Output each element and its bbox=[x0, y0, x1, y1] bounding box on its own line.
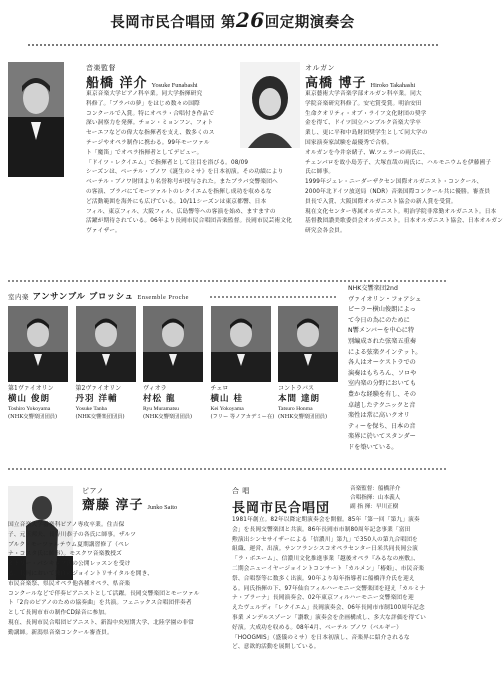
choir-bio-line: 好演。大成功を収める。08年4月、ベーテル ブノワ（ベルギー） bbox=[232, 624, 403, 631]
section-divider-1 bbox=[8, 280, 448, 282]
takahashi-bio-line: 国家演奏家試験を最優秀で合格。 bbox=[305, 139, 393, 146]
takahashi-bio-line: 1999年ジェレ・ニーダーザクセン国際オルガニスト・コンクール、 bbox=[305, 179, 483, 186]
ensemble-description-line: ヴァイオリン・フォアシュ bbox=[348, 295, 422, 303]
funabashi-name bbox=[86, 72, 198, 91]
saito-bio-line: として長岡市市の制作CD録音に参加。 bbox=[8, 610, 111, 617]
saito-bio-line: 現在、長岡市民合唱団ピアニスト、新潟中央短期大学、北陸学園の非常 bbox=[8, 619, 195, 626]
saito-romaji: Junko Saito bbox=[147, 504, 178, 511]
funabashi-bio-line: 深い洞察力を発揮。チョン・ミョンフン、フォト bbox=[86, 120, 214, 127]
saito-bio-line: 子、元玉邦夫、長谷川恭子の各氏に師事。ザルツ bbox=[8, 531, 137, 538]
ensemble-label: 室内楽 bbox=[8, 293, 29, 301]
takahashi-bio-line: 生命クオリティ・オブ・ライフ文化財団の奨学 bbox=[305, 110, 427, 117]
choir-bio-line: 会」を長岡交響楽団と共演。86年長岡市市制80周年記念事業「富田 bbox=[232, 526, 411, 533]
saito-bio-line: コンクールなどで伴奏ピアニストとして活躍。長岡交響楽団とモーツァル bbox=[8, 590, 200, 597]
member-name: 本間 達朗 bbox=[278, 393, 320, 404]
member-romaji: Yosuke Tanba bbox=[75, 405, 107, 412]
saito-bio-line: 勤講師。新潟県音楽コンクール審査員。 bbox=[8, 629, 113, 636]
saito-bio-line: 国立音楽大学器楽科ピアノ専攻卒業。住吉保 bbox=[8, 522, 125, 528]
ensemble-member-caption bbox=[211, 385, 275, 421]
choir-credit-line: 音楽監督：船橋洋介 bbox=[350, 486, 401, 492]
ensemble-description-line: NHK交響楽団2nd bbox=[348, 285, 398, 292]
choir-bio-line: る。同氏指揮の下、97年仙台フィルハーモニー交響楽団を迎え「カルミナ bbox=[232, 585, 426, 592]
saito-name-jp: 齋藤 淳子 bbox=[82, 498, 144, 513]
choir-bio-line: 「ラ・ボエーム」、信濃川文化推進事業「越後オペラ『みるなの座敷』、 bbox=[232, 556, 419, 563]
funabashi-romaji: Yosuke Funabashi bbox=[151, 82, 198, 89]
saito-bio bbox=[8, 521, 200, 639]
takahashi-role: オルガン bbox=[305, 64, 335, 72]
ensemble-member-caption bbox=[8, 385, 57, 421]
member-romaji: Tatsuro Honma bbox=[278, 405, 313, 412]
funabashi-bio-line: の客演、ブラバにてモーツァルトのレクイエムを指揮し成功を収めるな bbox=[86, 188, 272, 195]
ensemble-member-caption bbox=[278, 385, 327, 421]
ensemble-description-line: 別編成された弦楽五重奏 bbox=[348, 337, 417, 345]
member-part: チェロ bbox=[210, 385, 229, 392]
ensemble-description-line: 各人はオーケストラでの bbox=[348, 359, 416, 367]
takahashi-bio-line: 金を得て、ドイツ国立ハンブルク音楽大学卒 bbox=[305, 120, 422, 127]
page-title bbox=[0, 8, 465, 32]
takahashi-bio-line: オルガンを今井奈緒子、W.ツェラーの両氏に、 bbox=[305, 149, 429, 156]
saito-role: ピアノ bbox=[82, 487, 104, 495]
funabashi-bio-line: ト「魔笛」でオペラ指揮者としてデビュー。 bbox=[86, 149, 203, 156]
takahashi-photo bbox=[240, 62, 300, 148]
choir-bio-line: 事業 メンデルスゾーン「讃歌」演奏会を企画構成し、多大な評価を得てい bbox=[232, 614, 427, 621]
saito-bio-line: る。長岡において独自のジョイントリサイタルを開き、 bbox=[8, 570, 154, 577]
funabashi-bio-line: フィル、東京フィル、大阪フィル、広島響等への客演を始め、ますますの bbox=[86, 208, 276, 215]
ensemble-member-photo bbox=[8, 306, 68, 382]
choir-bio-line: 組織、運営、出演。サンフランシスコオペラセンター日米共同長岡公演 bbox=[232, 546, 418, 553]
choir-role: 合 唱 bbox=[232, 487, 250, 495]
ensemble-description-line: 卓越したテクニックと音 bbox=[348, 401, 416, 409]
choir-credit-line: 合唱指揮：山本義人 bbox=[350, 495, 401, 501]
ensemble-member-photo bbox=[278, 306, 338, 382]
ensemble-description-line: 室内楽の分野においても bbox=[348, 380, 417, 388]
ensemble-description-line: ピーラー横山俊朗によっ bbox=[348, 306, 416, 314]
takahashi-bio-line: 2000年北ドイツ放送局（NDR）音楽国際コンクール共に優勝。審査員 bbox=[305, 188, 491, 195]
takahashi-bio bbox=[305, 90, 503, 237]
choir-bio-line: 二期会ニューイヤージョイントコンサート「カルメン」「椿姫」、市民音楽 bbox=[232, 565, 425, 572]
funabashi-bio-line: セーエフなどの偉大な指揮者を支え、数多くのス bbox=[86, 130, 215, 137]
choir-bio bbox=[232, 516, 426, 653]
choir-name: 長岡市民合唱団 bbox=[232, 501, 331, 516]
takahashi-bio-line: 氏に師事。 bbox=[305, 169, 335, 176]
ensemble-romaji: Ensemble Proche bbox=[137, 294, 189, 301]
member-romaji: Toshiro Yokoyama bbox=[8, 405, 51, 412]
member-name: 丹羽 洋輔 bbox=[75, 393, 118, 404]
member-org: (フリー 等ノアカデミー在) bbox=[210, 413, 275, 420]
funabashi-bio-line: 「ドイツ・レクイエム」で指揮者として注目を浴びる。08/09 bbox=[86, 159, 249, 166]
title-prefix: 長岡市民合唱団 第 bbox=[110, 14, 236, 31]
takahashi-bio-line: 基督教団讃美歌委員会オルガニスト。日本オルガニスト協会、日本オルガン bbox=[305, 218, 503, 225]
funabashi-bio-line: ど活動範囲を海外にも広げている。10/11シーズンは東京都響、日本 bbox=[86, 198, 267, 205]
ensemble-description-line: ドを築いている。 bbox=[348, 443, 398, 451]
saito-bio-line: ミトリー・バシキロフ氏の公開レッスンを受け bbox=[8, 561, 131, 568]
takahashi-name bbox=[305, 72, 415, 91]
saito-name bbox=[82, 494, 177, 513]
ensemble-description bbox=[348, 284, 421, 454]
choir-bio-line: ナ・ブラーナ」長岡演奏会、02年東京フィルハーモニー交響楽団を迎 bbox=[232, 595, 414, 602]
funabashi-bio-line: ヴァイザー。 bbox=[86, 228, 121, 235]
choir-bio-line: 1981年創立。82年以降定期演奏会を開催。85年「第一回「第九」演奏 bbox=[232, 517, 420, 523]
choir-bio-line: 「HOOGMIS」（盛儀のミサ）を日本初演し、音楽界に紹介されるな bbox=[232, 634, 410, 641]
title-number: 26 bbox=[235, 8, 265, 32]
funabashi-bio-line: 活躍が期待されている。06年より長岡市民合唱団音楽監督。長岡市民芸術文化 bbox=[86, 218, 293, 225]
member-part: 第1ヴァイオリン bbox=[8, 385, 54, 392]
choir-credit-line: 副 指 揮：早川正樹 bbox=[350, 504, 399, 510]
funabashi-photo bbox=[8, 62, 64, 177]
takahashi-bio-line: 学院音楽研究科修了。安宅賞受賞。明治安田 bbox=[305, 100, 422, 107]
member-org: (NHK交響楽団団員) bbox=[278, 413, 328, 420]
funabashi-bio-line: テージやオペラ制作に携わる。99年モーツァル bbox=[86, 139, 210, 146]
ensemble-description-line: による弦楽クインテット。 bbox=[348, 348, 422, 356]
funabashi-role: 音楽監督 bbox=[86, 64, 116, 72]
member-name: 横山 桂 bbox=[210, 393, 243, 404]
member-part: ヴィオラ bbox=[143, 385, 167, 392]
member-part: コントラバス bbox=[278, 385, 315, 392]
takahashi-bio-line: 東京藝術大学音楽学部オルガン科卒業。同大 bbox=[305, 91, 422, 97]
member-org: (NHK交響楽団団員) bbox=[75, 413, 125, 420]
funabashi-bio-line: 東京音楽大学ピアノ科卒業。同大学指揮研究 bbox=[86, 91, 203, 97]
section-divider-2 bbox=[8, 468, 448, 470]
member-romaji: Kei Yokoyama bbox=[210, 405, 244, 412]
choir-bio-line: ど、意欲的活動を展開している。 bbox=[232, 644, 320, 651]
funabashi-bio-line: ベーテル・ブノワ財団より名誉称号が授与された。またブラバ交響楽団へ bbox=[86, 179, 278, 186]
ensemble-member-caption bbox=[143, 385, 192, 421]
title-divider bbox=[28, 44, 438, 46]
funabashi-bio-line: 科修了。「ブラバの夢」をはじめ数々の国際 bbox=[86, 100, 200, 107]
ensemble-member-photo bbox=[211, 306, 271, 382]
ensemble-description-line: 演奏はもちろん、ソロや bbox=[348, 369, 417, 377]
ensemble-member-photo bbox=[76, 306, 136, 382]
ensemble-description-line: ティーを保ち、日本の音 bbox=[348, 422, 416, 430]
ensemble-description-line: て今日の為にのために bbox=[348, 316, 410, 324]
member-name: 村松 龍 bbox=[143, 393, 176, 404]
takahashi-bio-line: チェンバロを故小島芳子、大塚直哉の両氏に、ハルモニウムを伊藤國子 bbox=[305, 159, 492, 166]
ensemble-description-line: 楽界に於いてスタンダー bbox=[348, 433, 416, 441]
member-org: (NHK交響楽団団員) bbox=[8, 413, 58, 420]
ensemble-name: アンサンブル ブロッシュ bbox=[32, 292, 134, 302]
takahashi-romaji: Hiroko Takahashi bbox=[370, 82, 416, 89]
saito-bio-line: ナ・コスタ氏に師事）。モスクワ音楽教授ズ bbox=[8, 551, 122, 558]
ensemble-member-photo bbox=[143, 306, 203, 382]
ensemble-description-line: 楽性は常に高いクオリ bbox=[348, 412, 410, 420]
member-part: 第2ヴァイオリン bbox=[75, 385, 122, 392]
funabashi-name-jp: 船橋 洋介 bbox=[86, 76, 148, 91]
member-name: 横山 俊朗 bbox=[8, 393, 50, 404]
funabashi-bio-line: コンクールで入賞。特にオペラ・合唱付き作品で bbox=[86, 110, 215, 117]
takahashi-bio-line: 現在文化センター専属オルガニスト。明治学院非常勤オルガニスト。日本 bbox=[305, 208, 497, 215]
ensemble-photos bbox=[8, 306, 338, 382]
takahashi-bio-line: 業し、更に平和中島財団奨学生として同大学の bbox=[305, 130, 428, 137]
choir-bio-line: えたヴェルディ「レクイエム」長岡演奏会、06年長岡市市制100周年記念 bbox=[232, 605, 425, 612]
ensemble-rule bbox=[210, 296, 338, 298]
ensemble-description-line: 豊かな経験を有し、その bbox=[348, 390, 417, 398]
member-org: (NHK交響楽団団員) bbox=[143, 413, 193, 420]
funabashi-bio-line: シーズンは、ベーテル・ブノワ《誕生のミサ》を日本初演。その功績により bbox=[86, 169, 284, 176]
takahashi-name-jp: 高橋 博子 bbox=[305, 76, 367, 91]
choir-bio-line: 祭、合唱祭等に数多く出演。90年より毎年指導者に船橋洋介氏を迎え bbox=[232, 575, 415, 582]
title-suffix: 回定期演奏会 bbox=[264, 14, 355, 31]
takahashi-bio-line: 員長で入賞、大阪国際オルガニスト協会の新人賞を受賞。 bbox=[305, 198, 457, 205]
saito-bio-line: 市民音楽祭、県民オペラ他各種オペラ、県音楽 bbox=[8, 580, 131, 587]
saito-bio-line: ト「2台のピアノのための協奏曲」を共演。フェニックス合唱団伴奏者 bbox=[8, 600, 192, 607]
ensemble-heading bbox=[8, 290, 189, 302]
member-romaji: Ryu Muramatsu bbox=[143, 405, 179, 412]
takahashi-bio-line: 研究会各会員。 bbox=[305, 228, 346, 235]
ensemble-description-line: N響メンバーを中心に特 bbox=[348, 327, 415, 335]
choir-bio-line: 勲演出シンセサイザーによる「信濃川」第九」で350人の第九合唱団を bbox=[232, 536, 418, 543]
ensemble-captions bbox=[8, 385, 338, 441]
choir-credits bbox=[350, 485, 400, 512]
saito-bio-line: ブルク・モーツァルテウム夏期講習修了（ペレ bbox=[8, 541, 130, 548]
ensemble-member-caption bbox=[76, 385, 125, 421]
